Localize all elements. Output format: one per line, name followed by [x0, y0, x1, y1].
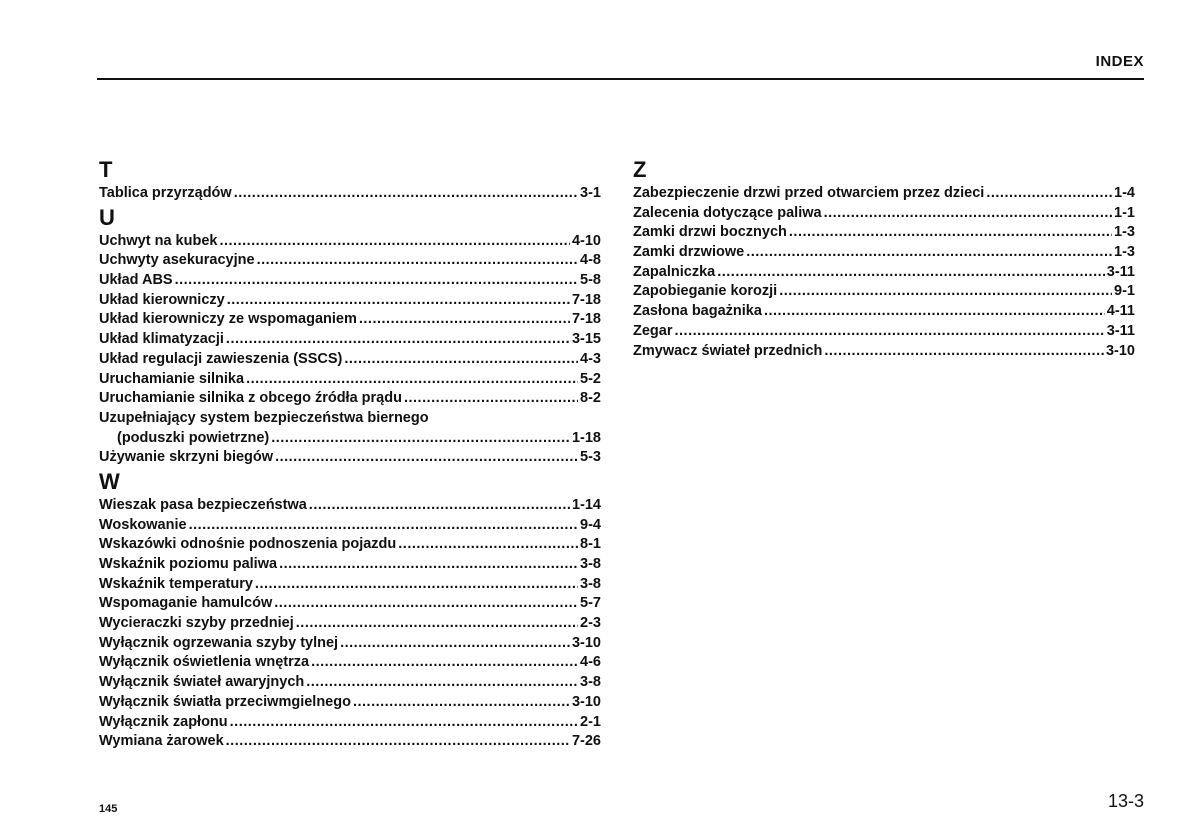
index-entry-name: Zapalniczka	[633, 263, 716, 280]
index-entry[interactable]	[99, 634, 601, 654]
index-entry-page: 4-6	[580, 654, 601, 671]
index-entry-name: Zasłona bagażnika	[633, 303, 762, 320]
index-entry-name: Woskowanie	[99, 516, 187, 533]
index-entry[interactable]	[99, 370, 601, 390]
index-entry-page: 1-18	[571, 429, 601, 446]
index-entry-page: 1-1	[1114, 204, 1135, 221]
leader-dots	[255, 575, 578, 595]
index-entry[interactable]	[99, 389, 601, 409]
index-entry[interactable]	[99, 496, 601, 516]
leader-dots	[226, 732, 570, 752]
index-entry[interactable]	[633, 302, 1135, 322]
index-column-left	[99, 156, 601, 752]
index-entry[interactable]	[99, 448, 601, 468]
index-entry[interactable]	[99, 516, 601, 536]
leader-dots	[824, 204, 1112, 224]
leader-dots	[271, 429, 570, 449]
index-entry-name: Zabezpieczenie drzwi przed otwarciem przez dzieci	[633, 185, 985, 201]
index-entry-name: Uchwyty asekuracyjne	[99, 252, 255, 269]
index-entry-page: 5-3	[580, 449, 601, 466]
index-entry-page: 7-26	[571, 733, 601, 750]
index-entry-name: Wyłącznik zapłonu	[99, 713, 228, 730]
index-entry[interactable]	[633, 342, 1135, 362]
index-entry-page: 8-2	[580, 390, 601, 407]
index-column-right	[633, 156, 1135, 361]
index-entry-page: 9-4	[580, 516, 601, 533]
leader-dots	[359, 310, 570, 330]
index-entry[interactable]	[99, 291, 601, 311]
index-entry-name: Wskazówki odnośnie podnoszenia pojazdu	[99, 536, 397, 553]
index-entry[interactable]	[633, 243, 1135, 263]
index-entry-page: 1-3	[1114, 244, 1135, 261]
index-entry[interactable]	[99, 653, 601, 673]
page-header-title: INDEX	[1095, 53, 1144, 70]
index-entry-page: 1-3	[1114, 224, 1135, 241]
index-entry[interactable]	[633, 263, 1135, 283]
index-entry-page: 3-15	[571, 331, 601, 348]
section-letter-w: W	[99, 468, 120, 494]
section-letter-u: U	[99, 204, 115, 230]
index-entry-name: Układ kierowniczy ze wspomaganiem	[99, 311, 357, 328]
index-entry[interactable]	[99, 310, 601, 330]
leader-dots	[296, 614, 578, 634]
index-entry-name: Uchwyt na kubek	[99, 232, 218, 249]
index-entry-name: Używanie skrzyni biegów	[99, 449, 274, 466]
leader-dots	[746, 243, 1112, 263]
index-entry-name: Wskaźnik poziomu paliwa	[99, 556, 278, 572]
leader-dots	[275, 448, 578, 468]
index-entry-name: Wspomaganie hamulców	[99, 595, 273, 612]
index-entry-name: Wyłącznik oświetlenia wnętrza	[99, 654, 310, 671]
index-entry-multiline-second[interactable]	[99, 429, 601, 449]
leader-dots	[309, 496, 570, 516]
index-entry-name: Wycieraczki szyby przedniej	[99, 615, 294, 632]
leader-dots	[344, 350, 578, 370]
leader-dots	[340, 634, 570, 654]
index-entry-name: Zamki drzwi bocznych	[633, 224, 787, 241]
index-entry-page: 8-1	[580, 536, 601, 553]
index-entry-page: 3-10	[571, 693, 601, 710]
index-entry-page: 7-18	[571, 291, 601, 308]
index-entry-name: Układ klimatyzacji	[99, 331, 224, 348]
index-entry-multiline-first[interactable]: Uzupełniający system bezpieczeństwa biernego	[99, 409, 429, 426]
index-entry[interactable]	[99, 673, 601, 693]
leader-dots	[175, 271, 578, 291]
index-entry-page: 3-11	[1106, 322, 1135, 339]
index-entry-name: Wskaźnik temperatury	[99, 575, 253, 592]
index-entry-page: 3-8	[580, 575, 601, 592]
leader-dots	[398, 535, 578, 555]
index-entry[interactable]	[99, 693, 601, 713]
leader-dots	[274, 594, 578, 614]
index-entry[interactable]	[99, 713, 601, 733]
index-entry-name: Wyłącznik ogrzewania szyby tylnej	[99, 634, 339, 651]
index-entry-name: (poduszki powietrzne)	[117, 429, 270, 446]
section-letter-t: T	[99, 157, 113, 182]
leader-dots	[675, 322, 1105, 342]
index-entry-page: 9-1	[1114, 283, 1135, 300]
index-entry-page: 7-18	[571, 311, 601, 328]
index-entry[interactable]	[633, 322, 1135, 342]
leader-dots	[779, 282, 1112, 302]
leader-dots	[311, 653, 578, 673]
index-entry[interactable]	[633, 204, 1135, 224]
section-page-number: 13-3	[1107, 791, 1144, 811]
index-entry-name: Zalecenia dotyczące paliwa	[633, 204, 822, 221]
index-entry-page: 4-8	[580, 252, 601, 269]
leader-dots	[353, 693, 570, 713]
index-entry[interactable]	[99, 614, 601, 634]
index-entry-name: Uruchamianie silnika z obcego źródła prądu	[99, 390, 402, 407]
leader-dots	[257, 251, 578, 271]
index-entry-page: 3-11	[1106, 263, 1135, 280]
leader-dots	[219, 232, 570, 252]
index-entry[interactable]	[633, 223, 1135, 243]
index-entry-page: 3-10	[571, 634, 601, 651]
section-letter-z: Z	[633, 157, 647, 182]
index-entry[interactable]	[99, 575, 601, 595]
leader-dots	[246, 370, 578, 390]
index-entry[interactable]	[99, 232, 601, 252]
header-divider	[97, 78, 1144, 80]
scan-page-number: 145	[99, 803, 118, 815]
index-entry-page: 3-10	[1105, 342, 1135, 359]
index-entry-name: Zmywacz świateł przednich	[633, 342, 823, 359]
index-entry[interactable]	[99, 251, 601, 271]
index-entry-name: Wymiana żarowek	[99, 733, 224, 750]
index-entry-page: 4-10	[571, 232, 601, 249]
index-entry-page: 4-3	[580, 350, 601, 367]
index-entry-page: 5-8	[580, 272, 601, 289]
leader-dots	[230, 713, 578, 733]
leader-dots	[986, 184, 1112, 204]
leader-dots	[234, 184, 578, 204]
index-entry-name: Wieszak pasa bezpieczeństwa	[99, 496, 307, 513]
index-entry-page: 1-4	[1114, 185, 1135, 201]
leader-dots	[279, 555, 578, 575]
index-entry-name: Układ ABS	[99, 272, 173, 289]
leader-dots	[226, 330, 570, 350]
index-entry-name: Układ kierowniczy	[99, 291, 225, 308]
index-entry[interactable]	[99, 184, 601, 204]
leader-dots	[306, 673, 578, 693]
index-entry-page: 2-3	[580, 615, 601, 632]
index-entry-page: 2-1	[580, 713, 601, 730]
index-entry[interactable]	[633, 282, 1135, 302]
index-entry[interactable]	[99, 555, 601, 575]
index-entry[interactable]	[633, 184, 1135, 204]
index-entry-name: Zapobieganie korozji	[633, 283, 778, 300]
index-entry-name: Uruchamianie silnika	[99, 370, 245, 387]
index-entry-name: Zegar	[633, 322, 673, 339]
index-entry-name: Tablica przyrządów	[99, 185, 232, 201]
index-entry[interactable]	[99, 271, 601, 291]
index-entry-page: 4-11	[1106, 303, 1135, 320]
leader-dots	[404, 389, 578, 409]
index-entry-name: Wyłącznik świateł awaryjnych	[99, 674, 305, 691]
index-entry-page: 1-14	[571, 496, 601, 513]
leader-dots	[227, 291, 570, 311]
index-entry-page: 5-2	[580, 370, 601, 387]
leader-dots	[189, 516, 578, 536]
index-entry-page: 3-1	[580, 185, 601, 201]
index-entry-page: 3-8	[580, 674, 601, 691]
index-entry-name: Wyłącznik światła przeciwmgielnego	[99, 693, 351, 710]
leader-dots	[764, 302, 1105, 322]
leader-dots	[789, 223, 1112, 243]
index-entry-page: 3-8	[580, 556, 601, 572]
index-entry[interactable]	[99, 594, 601, 614]
leader-dots	[824, 342, 1104, 362]
index-entry[interactable]	[99, 330, 601, 350]
index-entry-name: Układ regulacji zawieszenia (SSCS)	[99, 350, 343, 367]
index-entry[interactable]	[99, 732, 601, 752]
index-entry-page: 5-7	[580, 595, 601, 612]
index-entry[interactable]	[99, 535, 601, 555]
leader-dots	[717, 263, 1105, 283]
index-entry-name: Zamki drzwiowe	[633, 244, 745, 261]
index-entry[interactable]	[99, 350, 601, 370]
